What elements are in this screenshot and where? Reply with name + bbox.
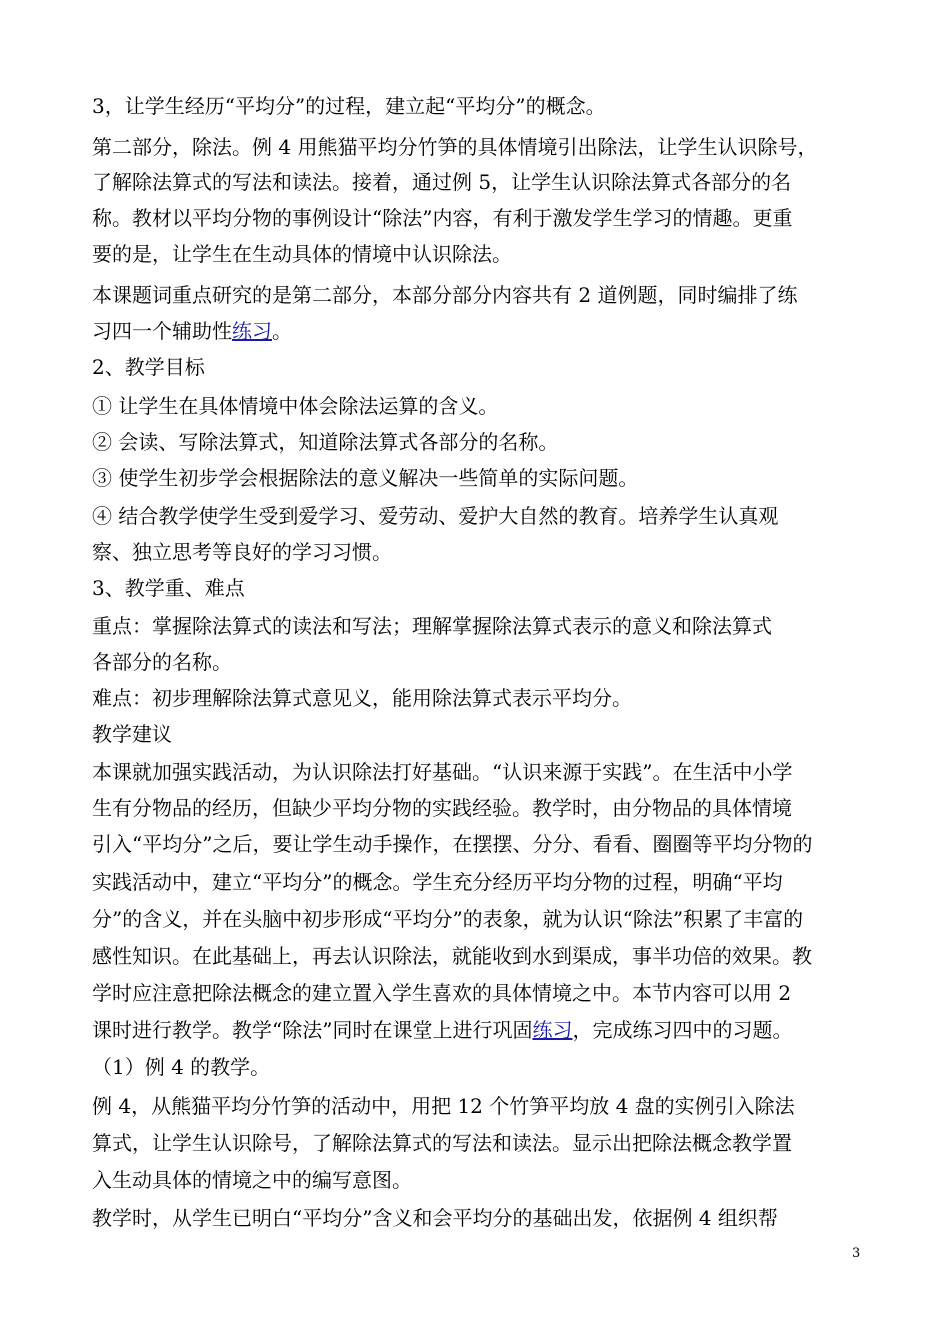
text-line: 生有分物品的经历，但缺少平均分物的实践经验。教学时，由分物品的具体情境	[92, 796, 792, 820]
text-line: 算式，让学生认识除号，了解除法算式的写法和读法。显示出把除法概念教学置	[92, 1131, 792, 1155]
practice-link[interactable]: 练习	[532, 1018, 573, 1042]
text-line: 察、独立思考等良好的学习习惯。	[92, 540, 392, 564]
text-line: ④ 结合教学使学生受到爱学习、爱劳动、爱护大自然的教育。培养学生认真观	[92, 504, 779, 528]
text-line: 学时应注意把除法概念的建立置入学生喜欢的具体情境之中。本节内容可以用 2	[92, 981, 792, 1005]
section-heading: 2、教学目标	[92, 355, 205, 379]
text-line: 分”的含义，并在头脑中初步形成“平均分”的表象，就为认识“除法”积累了丰富的	[92, 907, 804, 931]
page-number: 3	[852, 1246, 861, 1261]
text-line: 本课就加强实践活动，为认识除法打好基础。“认识来源于实践”。在生活中小学	[92, 760, 793, 784]
text-line: 要的是，让学生在生动具体的情境中认识除法。	[92, 242, 512, 266]
text-line: 教学时，从学生已明白“平均分”含义和会平均分的基础出发，依据例 4 组织帮	[92, 1206, 778, 1230]
text-line: 引入“平均分”之后，要让学生动手操作，在摆摆、分分、看看、圈圈等平均分物的	[92, 832, 813, 856]
text-line: （1）例 4 的教学。	[92, 1055, 271, 1079]
text-line: 第二部分，除法。例 4 用熊猫平均分竹笋的具体情境引出除法，让学生认识除号，	[92, 135, 818, 159]
text-line: 例 4，从熊猫平均分竹笋的活动中，用把 12 个竹笋平均放 4 盘的实例引入除法	[92, 1094, 795, 1118]
text-line: 各部分的名称。	[92, 650, 232, 674]
text-line: 本课题词重点研究的是第二部分，本部分部分内容共有 2 道例题，同时编排了练	[92, 283, 798, 307]
section-heading: 教学建议	[92, 722, 172, 746]
practice-link[interactable]: 练习	[232, 319, 272, 343]
text-line: 了解除法算式的写法和读法。接着，通过例 5，让学生认识除法算式各部分的名	[92, 170, 792, 194]
text-line: 习四一个辅助性练习。	[92, 319, 292, 343]
text-line: ① 让学生在具体情境中体会除法运算的含义。	[92, 394, 499, 418]
section-heading: 3、教学重、难点	[92, 576, 245, 600]
text-line: 实践活动中，建立“平均分”的概念。学生充分经历平均分物的过程，明确“平均	[92, 870, 783, 894]
text-line: ③ 使学生初步学会根据除法的意义解决一些简单的实际问题。	[92, 466, 639, 490]
text-line: 课时进行教学。教学“除法”同时在课堂上进行巩固练习，完成练习四中的习题。	[92, 1018, 793, 1042]
text-line: 入生动具体的情境之中的编写意图。	[92, 1168, 412, 1192]
text-line: ② 会读、写除法算式，知道除法算式各部分的名称。	[92, 430, 559, 454]
text-line: 3，让学生经历“平均分”的过程，建立起“平均分”的概念。	[92, 94, 606, 118]
text-line: 重点：掌握除法算式的读法和写法；理解掌握除法算式表示的意义和除法算式	[92, 614, 772, 638]
text-line: 称。教材以平均分物的事例设计“除法”内容，有利于激发学生学习的情趣。更重	[92, 206, 793, 230]
text-line: 感性知识。在此基础上，再去认识除法，就能收到水到渠成，事半功倍的效果。教	[92, 944, 812, 968]
text-line: 难点：初步理解除法算式意见义，能用除法算式表示平均分。	[92, 686, 632, 710]
